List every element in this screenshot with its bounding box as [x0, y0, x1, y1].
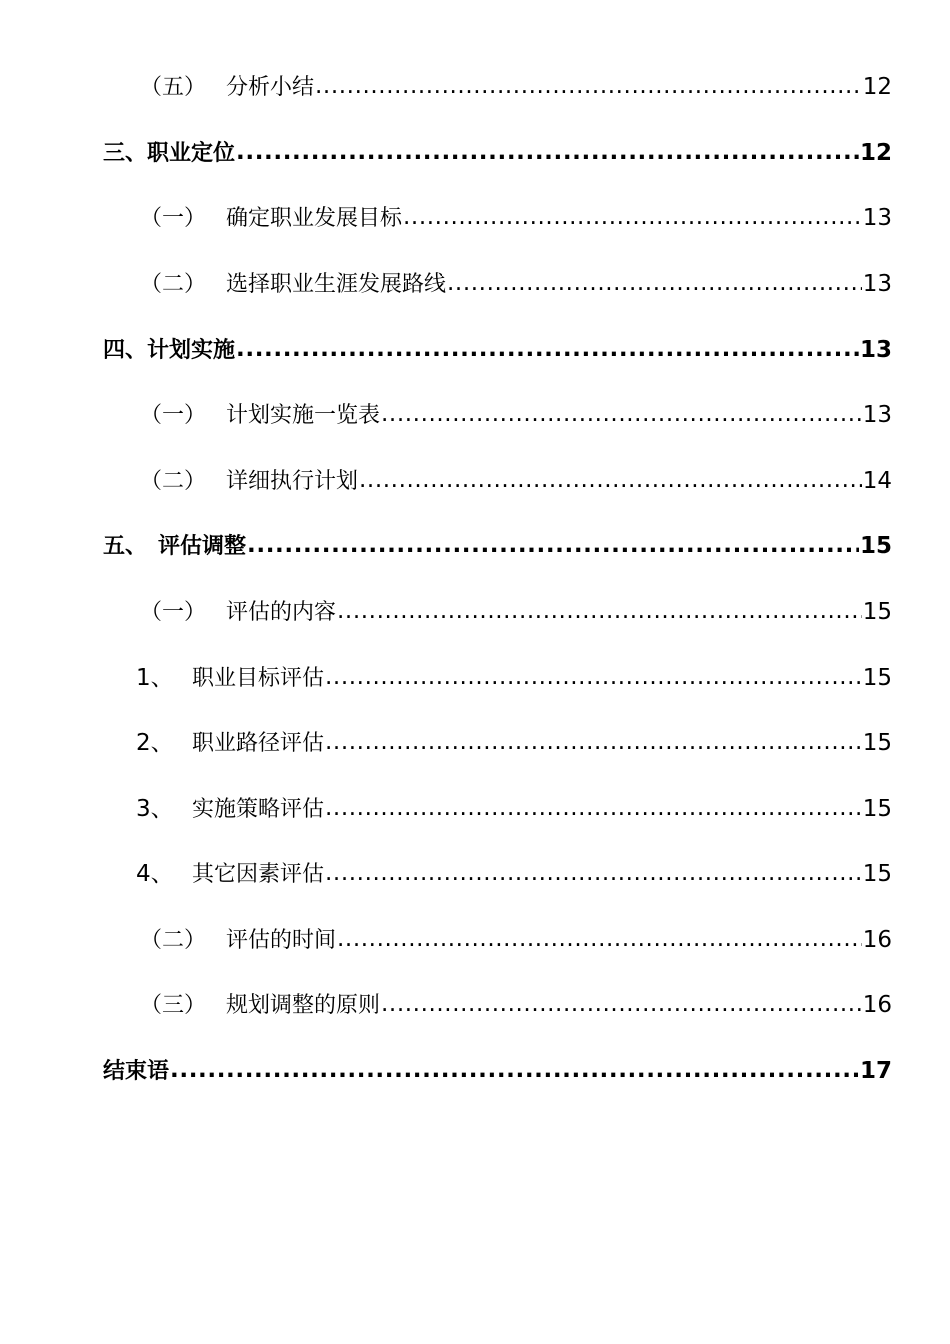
toc-entry-title: 职业目标评估	[192, 666, 325, 691]
toc-entry-page: 15	[862, 861, 892, 887]
toc-entry-page: 13	[862, 402, 892, 428]
toc-entry[interactable]	[0, 464, 892, 498]
toc-entry-page: 15	[859, 533, 892, 559]
toc-entry[interactable]	[0, 70, 892, 104]
toc-entry-number: 2、	[136, 730, 174, 756]
toc-entry-page: 13	[862, 271, 892, 297]
toc-leader-dots	[359, 463, 862, 497]
toc-entry-page: 12	[859, 140, 892, 166]
toc-leader-dots	[337, 594, 862, 628]
toc-entry-title: 其它因素评估	[192, 862, 325, 887]
toc-entry-title: 确定职业发展目标	[226, 206, 403, 231]
toc-entry-number: （一）	[140, 600, 207, 625]
toc-entry-page: 16	[862, 927, 892, 953]
toc-leader-dots	[325, 660, 862, 694]
toc-entry[interactable]	[0, 726, 892, 760]
toc-entry-title: 结束语	[103, 1058, 170, 1084]
toc-entry-title: 实施策略评估	[192, 797, 325, 822]
toc-entry[interactable]	[0, 398, 892, 432]
toc-entry-number: 五、	[103, 533, 159, 559]
toc-leader-dots	[247, 528, 859, 562]
toc-entry-title: 评估的时间	[226, 928, 337, 953]
toc-entry[interactable]	[0, 661, 892, 695]
toc-leader-dots	[315, 69, 862, 103]
toc-entry-title: 计划实施	[147, 337, 236, 363]
toc-entry-number: 三、	[103, 140, 148, 166]
toc-leader-dots	[381, 397, 862, 431]
toc-entry-page: 16	[862, 992, 892, 1018]
toc-entry-page: 15	[862, 665, 892, 691]
toc-entry-title: 职业定位	[147, 140, 236, 166]
toc-entry-page: 15	[862, 599, 892, 625]
toc-entry-title: 分析小结	[226, 75, 315, 100]
toc-entry-number: （三）	[140, 993, 207, 1018]
toc-leader-dots	[403, 200, 862, 234]
toc-entry[interactable]	[0, 1054, 892, 1088]
toc-entry-number: （一）	[140, 403, 207, 428]
toc-entry-number: （一）	[140, 206, 207, 231]
toc-leader-dots	[170, 1053, 859, 1087]
toc-entry-title: 评估调整	[158, 533, 247, 559]
toc-leader-dots	[337, 922, 862, 956]
toc-leader-dots	[236, 332, 859, 366]
toc-entry-page: 12	[862, 74, 892, 100]
toc-entry[interactable]	[0, 201, 892, 235]
toc-leader-dots	[325, 856, 862, 890]
toc-entry-page: 14	[862, 468, 892, 494]
toc-entry-title: 规划调整的原则	[226, 993, 381, 1018]
toc-leader-dots	[325, 725, 862, 759]
toc-entry-page: 13	[862, 205, 892, 231]
toc-entry[interactable]	[0, 333, 892, 367]
toc-entry-page: 17	[859, 1058, 892, 1084]
toc-entry-number: （二）	[140, 272, 207, 297]
toc-entry[interactable]	[0, 529, 892, 563]
toc-entry-title: 选择职业生涯发展路线	[226, 272, 447, 297]
toc-entry-number: （五）	[140, 75, 207, 100]
toc-entry-title: 评估的内容	[226, 600, 337, 625]
toc-entry[interactable]	[0, 923, 892, 957]
toc-entry-title: 详细执行计划	[226, 469, 359, 494]
toc-leader-dots	[381, 987, 862, 1021]
toc-entry-number: 3、	[136, 796, 174, 822]
toc-entry[interactable]	[0, 595, 892, 629]
toc-entry-number: （二）	[140, 469, 207, 494]
toc-entry[interactable]	[0, 267, 892, 301]
toc-entry-title: 职业路径评估	[192, 731, 325, 756]
toc-leader-dots	[236, 135, 859, 169]
toc-entry-number: （二）	[140, 928, 207, 953]
toc-entry[interactable]	[0, 857, 892, 891]
toc-leader-dots	[447, 266, 862, 300]
toc-entry[interactable]	[0, 792, 892, 826]
toc-entry[interactable]	[0, 988, 892, 1022]
toc-entry-number: 1、	[136, 665, 174, 691]
toc-entry-number: 4、	[136, 861, 174, 887]
toc-entry-title: 计划实施一览表	[226, 403, 381, 428]
toc-entry-page: 15	[862, 796, 892, 822]
toc-entry-page: 13	[859, 337, 892, 363]
toc-entry-page: 15	[862, 730, 892, 756]
toc-entry[interactable]	[0, 136, 892, 170]
toc-entry-number: 四、	[103, 337, 148, 363]
toc-leader-dots	[325, 791, 862, 825]
